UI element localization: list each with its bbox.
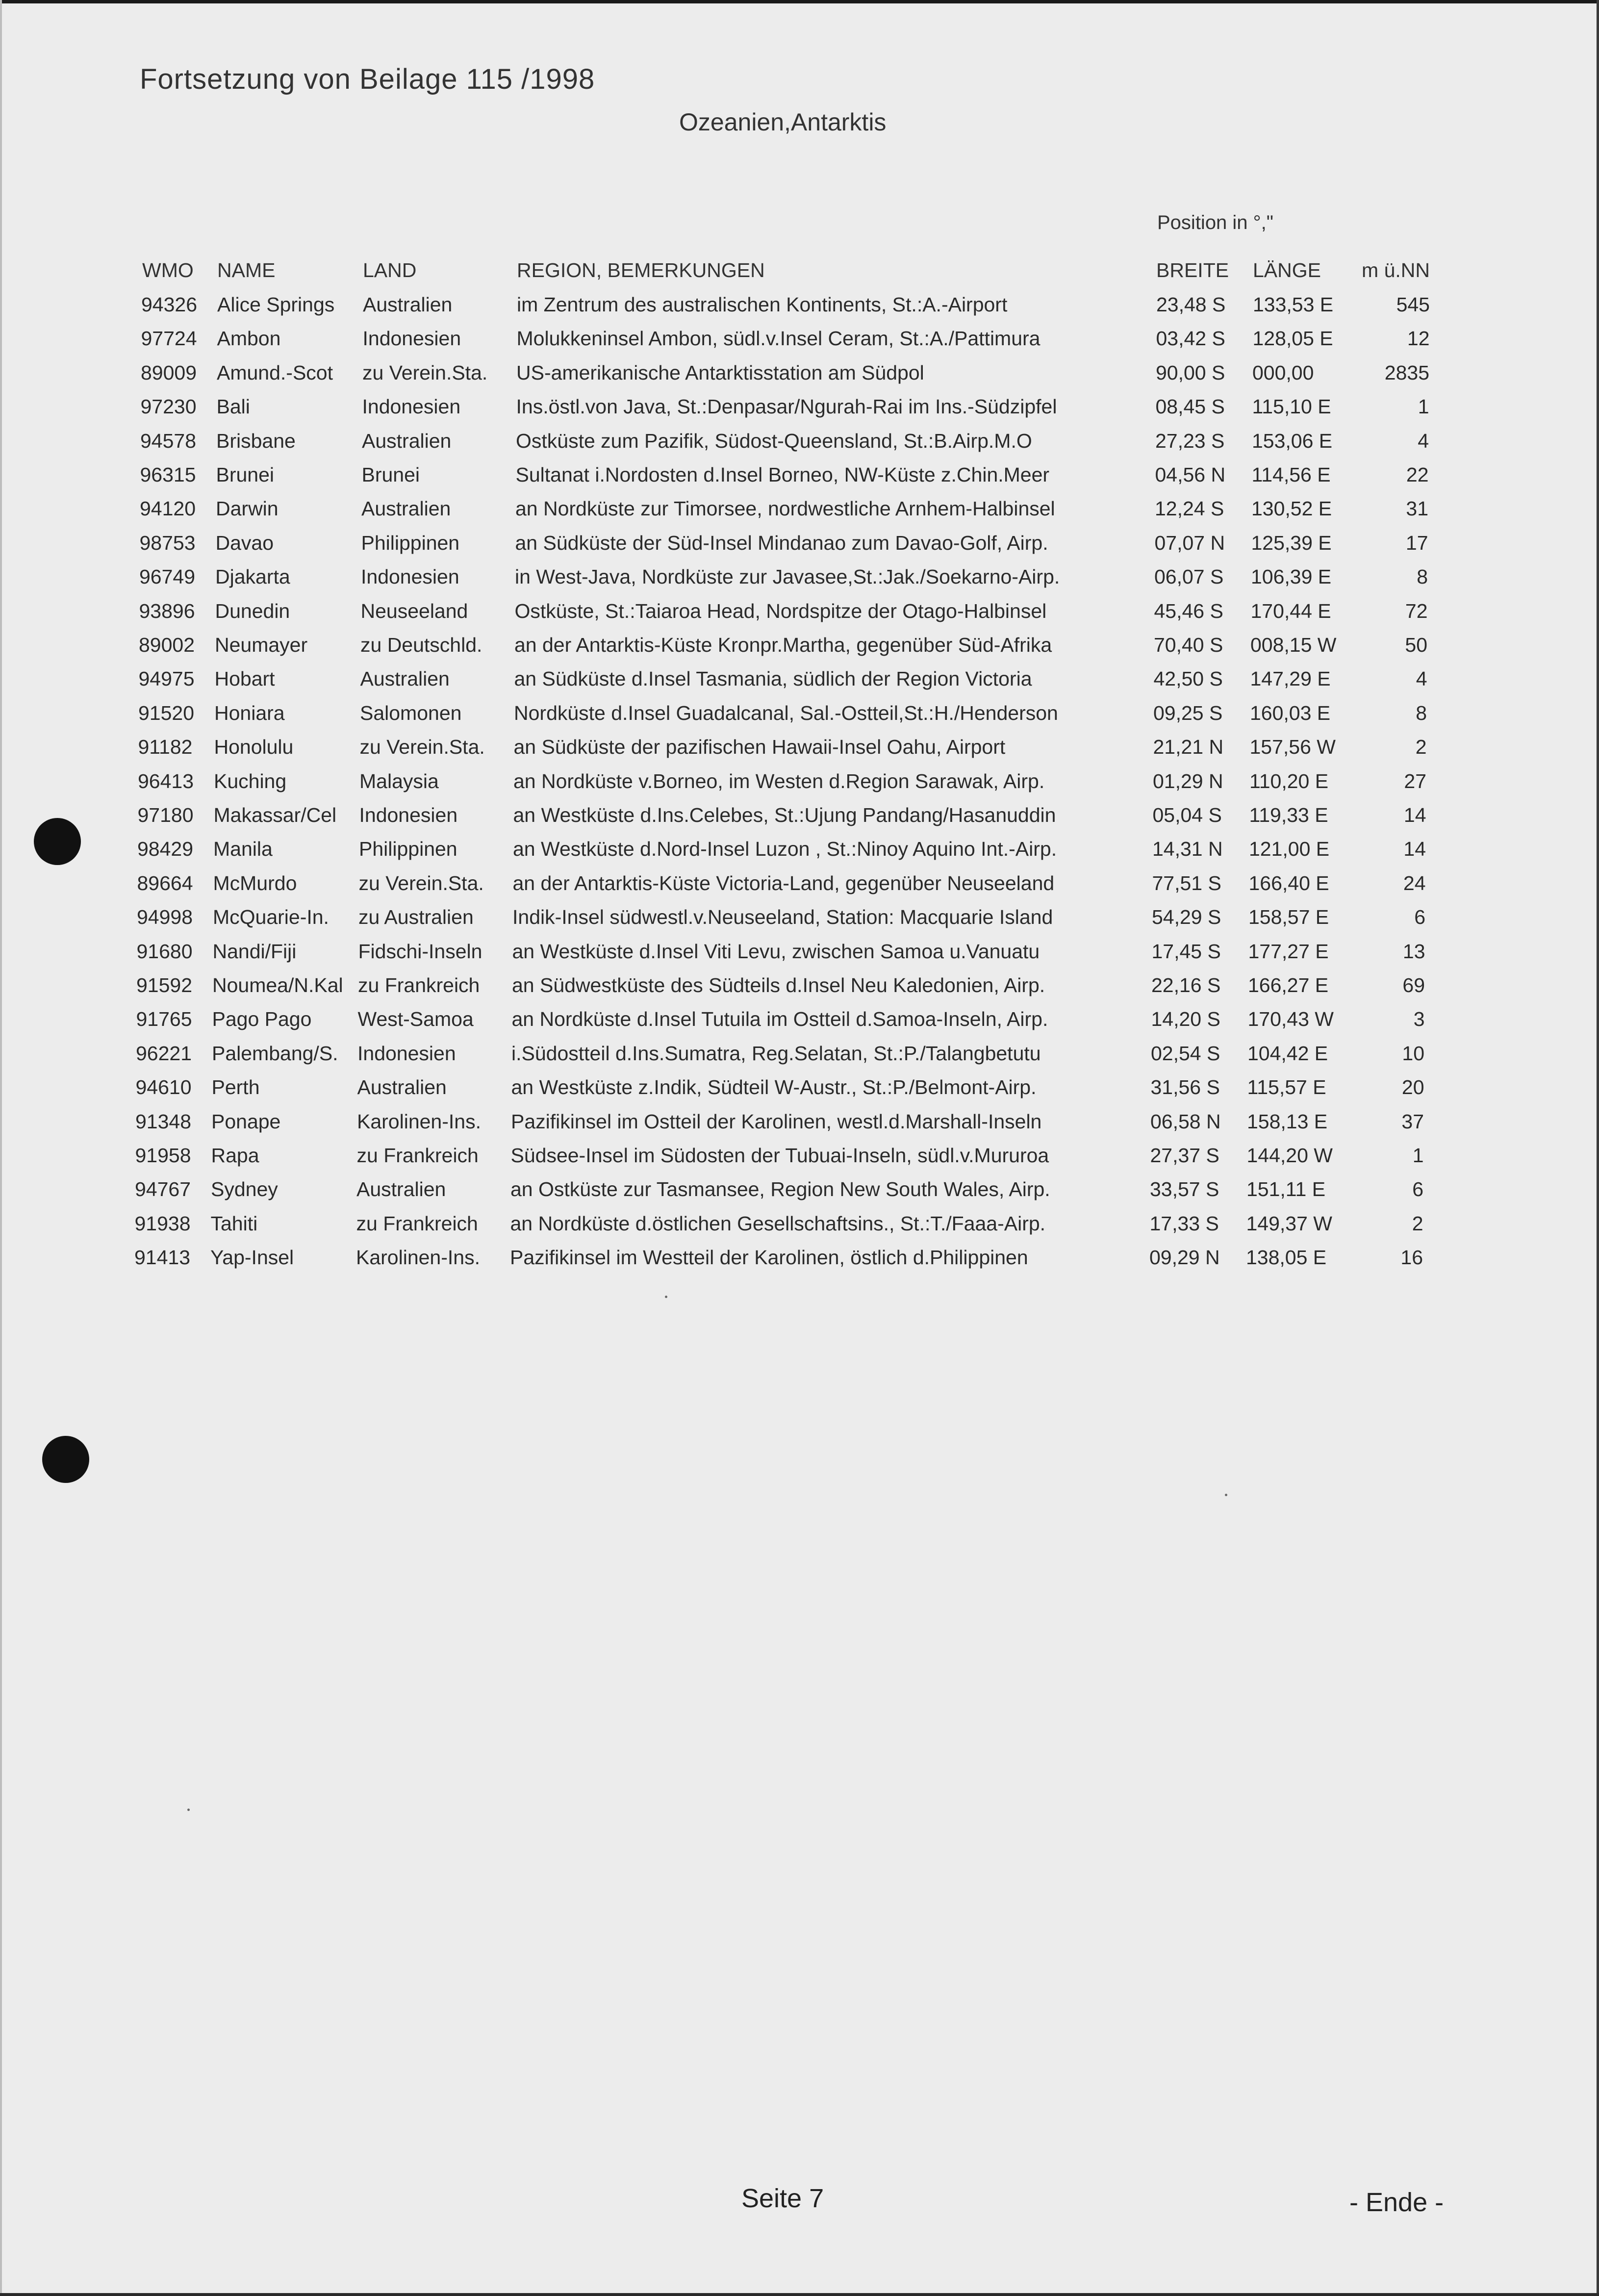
cell-laenge: 144,20 W xyxy=(1246,1144,1333,1167)
cell-breite: 17,33 S xyxy=(1149,1212,1219,1235)
table-row xyxy=(0,327,1599,357)
table-row xyxy=(0,940,1595,969)
cell-laenge: 119,33 E xyxy=(1249,804,1328,826)
cell-land: Karolinen-Ins. xyxy=(357,1110,481,1133)
cell-land: Indonesien xyxy=(362,395,461,418)
cell-name: Yap-Insel xyxy=(210,1246,294,1269)
table-row xyxy=(0,1212,1593,1242)
cell-breite: 08,45 S xyxy=(1155,395,1225,418)
table-row xyxy=(0,600,1597,629)
cell-elevation: 16 xyxy=(1400,1246,1423,1269)
cell-wmo: 91592 xyxy=(136,974,193,996)
end-marker: - Ende - xyxy=(1349,2188,1444,2217)
cell-laenge: 153,06 E xyxy=(1252,430,1333,452)
cell-region: an Südküste d.Insel Tasmania, südlich der Region Victoria xyxy=(514,667,1032,690)
cell-elevation: 8 xyxy=(1416,702,1427,724)
cell-land: West-Samoa xyxy=(357,1008,474,1030)
cell-wmo: 91680 xyxy=(136,940,193,963)
cell-region: i.Südostteil d.Ins.Sumatra, Reg.Selatan, St.:P./Talangbetutu xyxy=(511,1042,1041,1065)
cell-elevation: 2835 xyxy=(1384,361,1429,384)
cell-region: an Südküste der Süd-Insel Mindanao zum Davao-Golf, Airp. xyxy=(515,532,1048,554)
cell-laenge: 166,40 E xyxy=(1248,872,1329,894)
cell-elevation: 1 xyxy=(1418,395,1429,418)
cell-wmo: 89664 xyxy=(137,872,193,894)
cell-wmo: 89009 xyxy=(141,361,197,384)
cell-breite: 06,58 N xyxy=(1150,1110,1221,1133)
cell-elevation: 14 xyxy=(1403,804,1426,826)
table-row xyxy=(0,565,1597,595)
cell-name: Makassar/Cel xyxy=(213,804,337,826)
cell-elevation: 8 xyxy=(1417,565,1428,588)
cell-elevation: 2 xyxy=(1415,736,1427,758)
cell-region: Ostküste, St.:Taiaroa Head, Nordspitze der Otago-Halbinsel xyxy=(514,600,1047,622)
cell-name: Bali xyxy=(216,395,250,418)
cell-land: Malaysia xyxy=(359,770,439,792)
cell-elevation: 72 xyxy=(1405,600,1428,622)
cell-laenge: 158,57 E xyxy=(1248,906,1329,928)
cell-region: an Nordküste d.Insel Tutuila im Ostteil d.Samoa-Inseln, Airp. xyxy=(511,1008,1048,1030)
cell-elevation: 27 xyxy=(1404,770,1426,792)
cell-elevation: 13 xyxy=(1402,940,1425,963)
cell-land: Philippinen xyxy=(359,838,457,860)
cell-region: an der Antarktis-Küste Victoria-Land, gegenüber Neuseeland xyxy=(512,872,1055,894)
cell-laenge: 106,39 E xyxy=(1251,565,1332,588)
cell-name: Brunei xyxy=(216,463,275,486)
cell-wmo: 91958 xyxy=(135,1144,191,1167)
cell-breite: 42,50 S xyxy=(1153,667,1223,690)
cell-breite: 21,21 N xyxy=(1153,736,1224,758)
cell-laenge: 158,13 E xyxy=(1247,1110,1328,1133)
cell-name: Tahiti xyxy=(210,1212,258,1235)
cell-elevation: 37 xyxy=(1401,1110,1424,1133)
cell-name: Honiara xyxy=(214,702,285,724)
cell-elevation: 20 xyxy=(1401,1076,1424,1098)
table-row xyxy=(0,838,1595,867)
cell-laenge: 115,10 E xyxy=(1252,395,1331,418)
cell-land: zu Frankreich xyxy=(356,1144,479,1167)
cell-region: an der Antarktis-Küste Kronpr.Martha, gegenüber Süd-Afrika xyxy=(514,634,1052,656)
cell-region: an Westküste z.Indik, Südteil W-Austr., St.:P./Belmont-Airp. xyxy=(511,1076,1037,1098)
cell-name: Alice Springs xyxy=(217,293,335,316)
cell-region: an Westküste d.Insel Viti Levu, zwischen Samoa u.Vanuatu xyxy=(512,940,1040,963)
cell-wmo: 91938 xyxy=(134,1212,191,1235)
cell-breite: 22,16 S xyxy=(1151,974,1221,996)
cell-region: an Südwestküste des Südteils d.Insel Neu Kaledonien, Airp. xyxy=(512,974,1045,996)
cell-laenge: 149,37 W xyxy=(1246,1212,1332,1235)
cell-name: Neumayer xyxy=(215,634,308,656)
cell-region: in West-Java, Nordküste zur Javasee,St.:Jak./Soekarno-Airp. xyxy=(515,565,1060,588)
cell-region: Nordküste d.Insel Guadalcanal, Sal.-Ostteil,St.:H./Henderson xyxy=(514,702,1058,724)
cell-breite: 45,46 S xyxy=(1154,600,1223,622)
table-row xyxy=(0,532,1598,561)
cell-name: Palembang/S. xyxy=(212,1042,338,1065)
cell-wmo: 98429 xyxy=(137,838,194,860)
cell-wmo: 96221 xyxy=(136,1042,192,1065)
cell-land: Philippinen xyxy=(361,532,460,554)
cell-breite: 05,04 S xyxy=(1152,804,1222,826)
table-row xyxy=(0,1110,1593,1140)
cell-elevation: 6 xyxy=(1412,1178,1423,1200)
cell-wmo: 91348 xyxy=(135,1110,192,1133)
cell-wmo: 91765 xyxy=(136,1008,192,1030)
cell-region: an Westküste d.Nord-Insel Luzon , St.:Ninoy Aquino Int.-Airp. xyxy=(513,838,1057,860)
cell-region: Sultanat i.Nordosten d.Insel Borneo, NW-Küste z.Chin.Meer xyxy=(515,463,1050,486)
cell-name: McMurdo xyxy=(213,872,297,894)
cell-breite: 17,45 S xyxy=(1151,940,1221,963)
cell-land: zu Frankreich xyxy=(358,974,480,996)
document-title: Fortsetzung von Beilage 115 /1998 xyxy=(140,63,595,95)
cell-region: an Nordküste d.östlichen Gesellschaftsins., St.:T./Faaa-Airp. xyxy=(510,1212,1046,1235)
cell-wmo: 97230 xyxy=(140,395,197,418)
cell-elevation: 545 xyxy=(1396,293,1430,316)
cell-breite: 70,40 S xyxy=(1154,634,1223,656)
cell-region: Südsee-Insel im Südosten der Tubuai-Inseln, südl.v.Mururoa xyxy=(510,1144,1049,1167)
cell-name: Darwin xyxy=(216,497,279,520)
column-header-land: LAND xyxy=(363,259,417,281)
cell-land: Indonesien xyxy=(361,565,459,588)
cell-laenge: 130,52 E xyxy=(1251,497,1332,520)
cell-wmo: 91182 xyxy=(138,736,193,758)
cell-region: Molukkeninsel Ambon, südl.v.Insel Ceram, St.:A./Pattimura xyxy=(516,327,1041,350)
column-header-breite: BREITE xyxy=(1156,259,1229,281)
cell-wmo: 94975 xyxy=(138,667,195,690)
table-row xyxy=(0,293,1599,323)
cell-land: zu Verein.Sta. xyxy=(362,361,488,384)
table-row xyxy=(0,1076,1594,1105)
cell-name: Djakarta xyxy=(215,565,290,588)
cell-name: Ambon xyxy=(217,327,281,350)
cell-breite: 09,29 N xyxy=(1149,1246,1220,1269)
cell-breite: 27,37 S xyxy=(1150,1144,1219,1167)
cell-wmo: 97180 xyxy=(137,804,194,826)
table-row xyxy=(0,872,1595,901)
cell-wmo: 96749 xyxy=(139,565,196,588)
cell-region: Pazifikinsel im Ostteil der Karolinen, westl.d.Marshall-Inseln xyxy=(511,1110,1042,1133)
column-header-elevation: m ü.NN xyxy=(1362,259,1430,281)
cell-elevation: 1 xyxy=(1412,1144,1424,1167)
cell-land: zu Verein.Sta. xyxy=(358,872,484,894)
cell-elevation: 14 xyxy=(1403,838,1426,860)
cell-wmo: 89002 xyxy=(139,634,195,656)
cell-laenge: 157,56 W xyxy=(1249,736,1336,758)
cell-name: Nandi/Fiji xyxy=(212,940,297,963)
cell-wmo: 96315 xyxy=(140,463,196,486)
cell-breite: 04,56 N xyxy=(1155,463,1226,486)
table-row xyxy=(0,361,1599,391)
cell-wmo: 94767 xyxy=(135,1178,191,1200)
table-row xyxy=(0,395,1599,425)
cell-region: an Südküste der pazifischen Hawaii-Insel Oahu, Airport xyxy=(513,736,1006,758)
cell-name: Amund.-Scot xyxy=(217,361,333,384)
cell-laenge: 151,11 E xyxy=(1246,1178,1326,1200)
cell-land: Indonesien xyxy=(357,1042,456,1065)
cell-name: Noumea/N.Kal xyxy=(212,974,343,996)
cell-breite: 09,25 S xyxy=(1153,702,1223,724)
table-row xyxy=(0,804,1596,833)
cell-elevation: 2 xyxy=(1412,1212,1423,1235)
cell-region: im Zentrum des australischen Kontinents, St.:A.-Airport xyxy=(517,293,1008,316)
cell-land: Australien xyxy=(362,430,452,452)
cell-laenge: 104,42 E xyxy=(1247,1042,1328,1065)
cell-wmo: 94120 xyxy=(140,497,196,520)
column-header-name: NAME xyxy=(217,259,276,281)
column-header-wmo: WMO xyxy=(142,259,194,281)
cell-elevation: 24 xyxy=(1403,872,1426,894)
table-row xyxy=(0,1042,1594,1071)
cell-region: US-amerikanische Antarktisstation am Südpol xyxy=(516,361,924,384)
cell-land: Salomonen xyxy=(360,702,462,724)
cell-land: zu Verein.Sta. xyxy=(359,736,485,758)
cell-laenge: 121,00 E xyxy=(1249,838,1330,860)
cell-land: zu Australien xyxy=(358,906,474,928)
cell-laenge: 147,29 E xyxy=(1250,667,1331,690)
cell-elevation: 4 xyxy=(1418,430,1429,452)
cell-breite: 06,07 S xyxy=(1154,565,1224,588)
cell-elevation: 22 xyxy=(1406,463,1429,486)
column-header-region: REGION, BEMERKUNGEN xyxy=(517,259,765,281)
table-row xyxy=(0,1178,1593,1207)
cell-region: an Nordküste v.Borneo, im Westen d.Region Sarawak, Airp. xyxy=(513,770,1045,792)
cell-name: Honolulu xyxy=(214,736,294,758)
cell-region: Pazifikinsel im Westteil der Karolinen, östlich d.Philippinen xyxy=(510,1246,1028,1269)
cell-name: Manila xyxy=(213,838,273,860)
cell-land: Australien xyxy=(363,293,453,316)
table-row xyxy=(0,1246,1592,1276)
cell-name: Davao xyxy=(215,532,274,554)
cell-breite: 02,54 S xyxy=(1151,1042,1220,1065)
cell-elevation: 3 xyxy=(1413,1008,1425,1030)
cell-breite: 14,31 N xyxy=(1152,838,1223,860)
table-row xyxy=(0,1144,1593,1174)
cell-breite: 90,00 S xyxy=(1156,361,1225,384)
table-row xyxy=(0,634,1597,663)
cell-wmo: 98753 xyxy=(139,532,196,554)
cell-elevation: 4 xyxy=(1416,667,1427,690)
cell-laenge: 170,44 E xyxy=(1250,600,1331,622)
cell-name: Dunedin xyxy=(215,600,290,622)
cell-land: Neuseeland xyxy=(360,600,468,622)
cell-name: Perth xyxy=(211,1076,260,1098)
cell-name: Brisbane xyxy=(216,430,296,452)
cell-wmo: 91520 xyxy=(138,702,195,724)
cell-region: an Ostküste zur Tasmansee, Region New South Wales, Airp. xyxy=(510,1178,1050,1200)
cell-land: zu Deutschld. xyxy=(360,634,482,656)
column-header-laenge: LÄNGE xyxy=(1253,259,1321,281)
cell-wmo: 94578 xyxy=(140,430,197,452)
table-row xyxy=(0,430,1598,459)
cell-laenge: 170,43 W xyxy=(1247,1008,1334,1030)
cell-land: Indonesien xyxy=(359,804,458,826)
cell-breite: 31,56 S xyxy=(1150,1076,1220,1098)
cell-region: an Nordküste zur Timorsee, nordwestliche Arnhem-Halbinsel xyxy=(515,497,1055,520)
cell-region: an Westküste d.Ins.Celebes, St.:Ujung Pandang/Hasanuddin xyxy=(513,804,1056,826)
position-unit-note: Position in °," xyxy=(1157,212,1273,233)
cell-laenge: 138,05 E xyxy=(1246,1246,1327,1269)
cell-laenge: 166,27 E xyxy=(1248,974,1329,996)
page-number: Seite 7 xyxy=(741,2184,824,2213)
cell-wmo: 97724 xyxy=(141,327,197,350)
table-row xyxy=(0,974,1594,1003)
cell-name: Ponape xyxy=(211,1110,281,1133)
cell-breite: 07,07 N xyxy=(1154,532,1225,554)
cell-name: McQuarie-In. xyxy=(213,906,329,928)
cell-breite: 54,29 S xyxy=(1152,906,1221,928)
table-row xyxy=(0,497,1598,527)
cell-elevation: 6 xyxy=(1414,906,1425,928)
cell-laenge: 115,57 E xyxy=(1247,1076,1326,1098)
cell-elevation: 31 xyxy=(1406,497,1428,520)
cell-laenge: 125,39 E xyxy=(1251,532,1332,554)
cell-name: Kuching xyxy=(214,770,287,792)
cell-wmo: 94998 xyxy=(137,906,193,928)
cell-land: Indonesien xyxy=(362,327,461,350)
cell-laenge: 110,20 E xyxy=(1249,770,1329,792)
cell-elevation: 17 xyxy=(1405,532,1428,554)
cell-elevation: 69 xyxy=(1402,974,1425,996)
table-row xyxy=(0,1008,1594,1037)
cell-elevation: 50 xyxy=(1405,634,1427,656)
cell-breite: 12,24 S xyxy=(1155,497,1224,520)
cell-region: Ostküste zum Pazifik, Südost-Queensland, St.:B.Airp.M.O xyxy=(516,430,1032,452)
table-row xyxy=(0,736,1596,765)
table-row xyxy=(0,770,1596,799)
table-row xyxy=(0,702,1596,731)
cell-breite: 33,57 S xyxy=(1150,1178,1219,1200)
cell-laenge: 133,53 E xyxy=(1253,293,1334,316)
cell-land: Australien xyxy=(357,1076,447,1098)
cell-breite: 23,48 S xyxy=(1156,293,1226,316)
cell-wmo: 93896 xyxy=(139,600,195,622)
cell-land: Karolinen-Ins. xyxy=(356,1246,480,1269)
cell-land: zu Frankreich xyxy=(356,1212,478,1235)
cell-land: Australien xyxy=(361,497,451,520)
cell-name: Hobart xyxy=(214,667,275,690)
cell-elevation: 12 xyxy=(1407,327,1430,350)
cell-name: Rapa xyxy=(211,1144,259,1167)
cell-laenge: 128,05 E xyxy=(1252,327,1333,350)
cell-breite: 14,20 S xyxy=(1151,1008,1220,1030)
table-row xyxy=(0,906,1595,935)
table-row xyxy=(0,463,1598,493)
cell-land: Fidschi-Inseln xyxy=(358,940,482,963)
cell-wmo: 91413 xyxy=(134,1246,191,1269)
cell-name: Sydney xyxy=(211,1178,278,1200)
cell-breite: 01,29 N xyxy=(1153,770,1223,792)
cell-laenge: 177,27 E xyxy=(1248,940,1329,963)
cell-breite: 27,23 S xyxy=(1155,430,1225,452)
cell-laenge: 160,03 E xyxy=(1250,702,1331,724)
cell-laenge: 008,15 W xyxy=(1250,634,1337,656)
cell-elevation: 10 xyxy=(1402,1042,1424,1065)
cell-laenge: 000,00 xyxy=(1252,361,1314,384)
cell-wmo: 94610 xyxy=(135,1076,192,1098)
cell-region: Ins.östl.von Java, St.:Denpasar/Ngurah-Rai im Ins.-Südzipfel xyxy=(516,395,1057,418)
cell-land: Australien xyxy=(360,667,450,690)
cell-wmo: 96413 xyxy=(138,770,194,792)
cell-land: Australien xyxy=(356,1178,446,1200)
cell-wmo: 94326 xyxy=(141,293,198,316)
cell-laenge: 114,56 E xyxy=(1251,463,1331,486)
cell-breite: 03,42 S xyxy=(1156,327,1225,350)
cell-region: Indik-Insel südwestl.v.Neuseeland, Station: Macquarie Island xyxy=(512,906,1053,928)
cell-name: Pago Pago xyxy=(212,1008,312,1030)
document-subtitle: Ozeanien,Antarktis xyxy=(679,108,887,136)
cell-breite: 77,51 S xyxy=(1152,872,1221,894)
cell-land: Brunei xyxy=(361,463,420,486)
table-row xyxy=(0,667,1597,697)
